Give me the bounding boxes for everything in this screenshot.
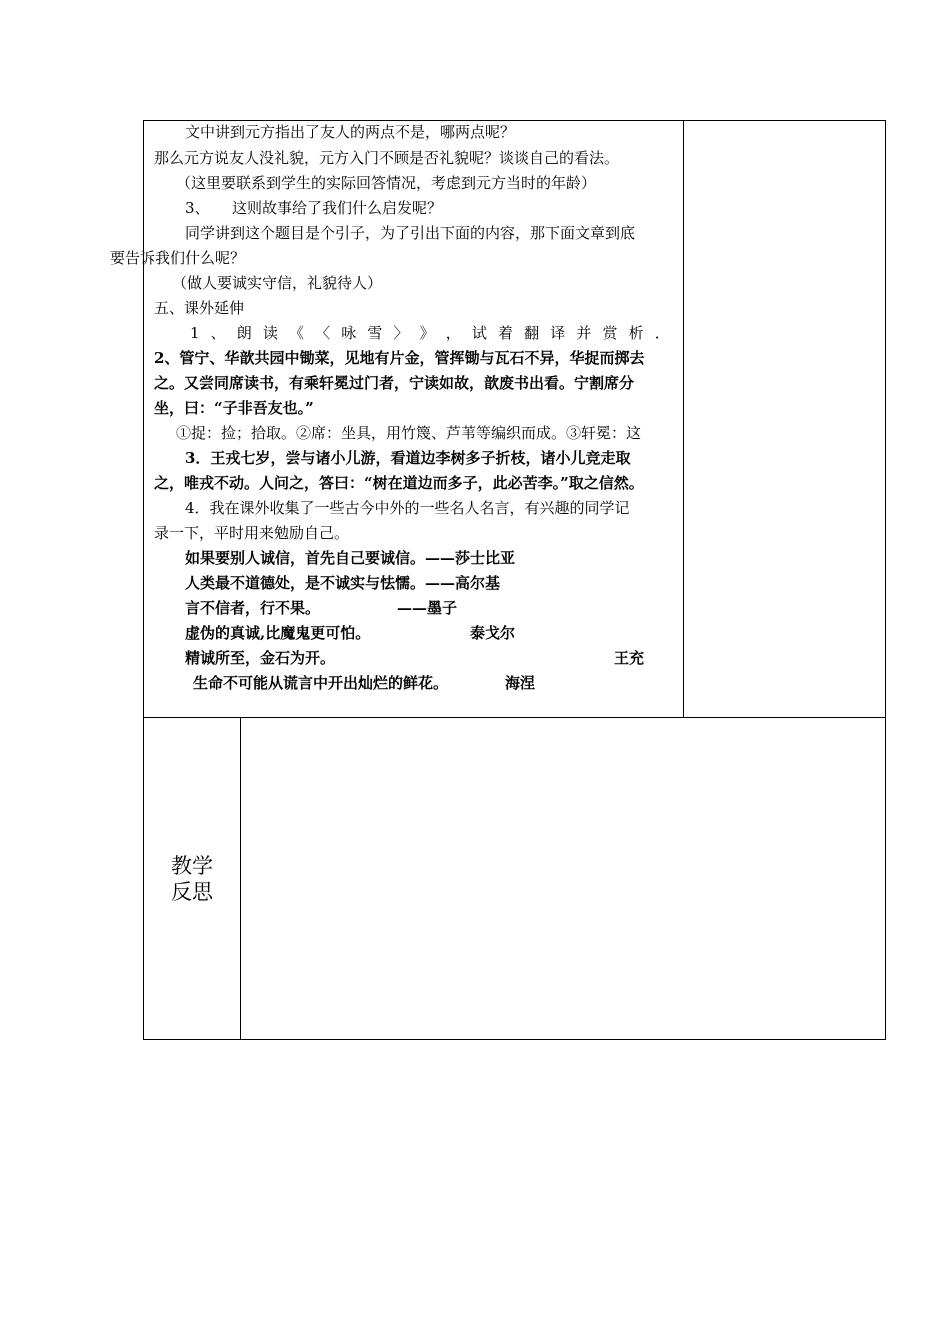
lesson-line: 3、 这则故事给了我们什么启发呢？ [185, 199, 443, 217]
section-heading: 五、课外延伸 [154, 299, 245, 317]
reading-item [190, 323, 670, 343]
reading-item-char: 翻 [524, 324, 540, 342]
reflection-label-line: 反思 [171, 880, 213, 904]
quote-text: 人类最不道德处，是不诚实与怯懦。——高尔基 [185, 574, 501, 592]
quote-text: 生命不可能从谎言中开出灿烂的鲜花。 [193, 674, 449, 692]
table-row-divider [143, 717, 886, 718]
lesson-line: 要告诉我们什么呢？ [110, 249, 246, 267]
table-column-divider [683, 120, 684, 718]
lesson-line: （做人要诚实守信，礼貌待人） [172, 274, 383, 292]
reading-item-char: 〉 [393, 324, 409, 342]
reading-item-char: 朗 [236, 324, 252, 342]
quote-author: ——墨子 [397, 599, 458, 617]
reading-item-char: 咏 [341, 324, 357, 342]
reading-item-char: 译 [550, 324, 566, 342]
quote-text: 如果要别人诚信，首先自己要诚信。——莎士比亚 [185, 549, 516, 567]
reading-item-char: 〈 [315, 324, 331, 342]
reading-item-char: 1 [190, 324, 200, 342]
classical-passage-line: 坐，曰：“子非吾友也。” [154, 399, 314, 417]
reading-item-char: 》 [419, 324, 435, 342]
lesson-line: 那么元方说友人没礼貌，元方入门不顾是否礼貌呢？谈谈自己的看法。 [154, 149, 620, 167]
quote-text: 言不信者，行不果。 [185, 599, 321, 617]
reading-item-char: ， [445, 324, 461, 342]
reflection-label-divider [240, 717, 241, 1040]
reflection-content-area[interactable] [242, 719, 884, 1038]
reading-item-char: 赏 [602, 324, 618, 342]
reading-item-char: ． [654, 324, 670, 342]
lesson-line: 4．我在课外收集了一些古今中外的一些名人名言，有兴趣的同学记 [185, 499, 630, 517]
reading-item-char: 着 [498, 324, 514, 342]
lesson-line: 同学讲到这个题目是个引子，为了引出下面的内容，那下面文章到底 [185, 224, 636, 242]
lesson-line: （这里要联系到学生的实际回答情况，考虑到元方当时的年龄） [176, 174, 597, 192]
annotation-line: ①捉：捡；拾取。②席：坐具，用竹篾、芦苇等编织而成。③轩冕：这 [176, 424, 642, 442]
reflection-label [162, 853, 222, 905]
reading-item-char: 、 [210, 324, 226, 342]
reading-item-char: 试 [471, 324, 487, 342]
classical-passage-line: 2、管宁、华歆共园中锄菜，见地有片金，管挥锄与瓦石不异，华捉而掷去 [154, 349, 645, 367]
reading-item-char: 《 [289, 324, 305, 342]
classical-passage-line: 3．王戎七岁，尝与诸小儿游，看道边李树多子折枝，诸小儿竞走取 [185, 449, 631, 467]
reading-item-char: 读 [262, 324, 278, 342]
reading-item-char: 雪 [367, 324, 383, 342]
classical-passage-line: 之，唯戎不动。人问之，答曰：“树在道边而多子，此必苦李。”取之信然。 [154, 474, 644, 492]
quote-text: 虚伪的真诚,比魔鬼更可怕。 [185, 624, 371, 642]
reading-item-char: 析 [628, 324, 644, 342]
quote-text: 精诚所至，金石为开。 [185, 649, 336, 667]
lesson-line: 录一下，平时用来勉励自己。 [154, 524, 350, 542]
quote-author: 海涅 [505, 674, 536, 692]
classical-passage-line: 之。又尝同席读书，有乘轩冕过门者，宁读如故，歆废书出看。宁割席分 [154, 374, 635, 392]
reflection-label-line: 教学 [171, 854, 213, 878]
reading-item-char: 并 [576, 324, 592, 342]
quote-author: 泰戈尔 [470, 624, 516, 642]
lesson-line: 文中讲到元方指出了友人的两点不是，哪两点呢？ [185, 123, 516, 141]
quote-author: 王充 [614, 649, 645, 667]
